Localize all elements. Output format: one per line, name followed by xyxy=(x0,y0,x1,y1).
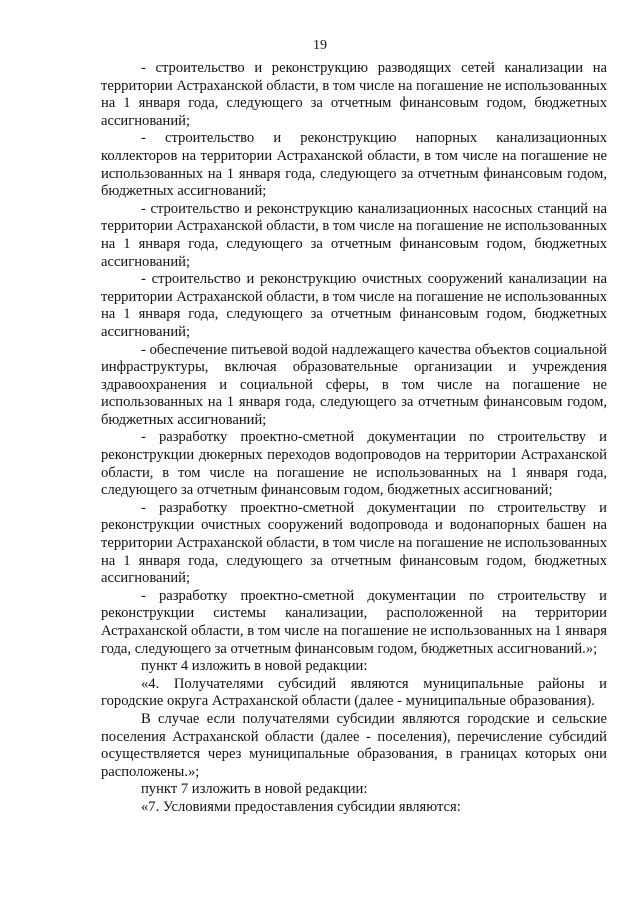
paragraph-clause-4-recipients: «4. Получателями субсидий являются муниципальные районы и городские округа Астраханской области (далее - муниципальные образования). xyxy=(101,675,607,710)
paragraph-clause-4-intro: пункт 4 изложить в новой редакции: xyxy=(141,658,368,675)
paragraph-clause-7-conditions: «7. Условиями предоставления субсидии являются: xyxy=(141,798,461,815)
paragraph-pumping-stations: - строительство и реконструкцию канализационных насосных станций на территории Астраханской области, в том числе на погашение не использованных на 1 января года, следующего за отчетным финансовым годом, бюджетных ассигнований; xyxy=(101,200,607,270)
paragraph-clause-4-settlements: В случае если получателями субсидии являются городские и сельские поселения Астраханской области (далее - поселения), перечисление субсидий осуществляется через муниципальные образования, в границах которых они расположены.»; xyxy=(101,710,607,780)
paragraph-clause-7-intro: пункт 7 изложить в новой редакции: xyxy=(141,781,368,798)
paragraph-sewer-networks: - строительство и реконструкцию разводящих сетей канализации на территории Астраханской области, в том числе на погашение не использованных на 1 января года, следующего за отчетным финансовым годом, бюджетных ассигнований; xyxy=(101,60,607,129)
paragraph-sewage-system-design: - разработку проектно-сметной документации по строительству и реконструкции системы канализации, расположенной на территории Астраханской области, в том числе на погашение не использованных на 1 января года, следующего за отчетным финансовым годом, бюджетных ассигнований.»; xyxy=(101,587,607,657)
page-number: 19 xyxy=(313,38,327,53)
paragraph-drinking-water: - обеспечение питьевой водой надлежащего качества объектов социальной инфраструктуры, включая образовательные организации и учреждения здравоохранения и социальной сферы, в том числе на погашение не использованных на 1 января года, следующего за отчетным финансовым годом, бюджетных ассигнований; xyxy=(101,341,607,428)
paragraph-treatment-facilities: - строительство и реконструкцию очистных сооружений канализации на территории Астраханской области, в том числе на погашение не использованных на 1 января года, следующего за отчетным финансовым годом, бюджетных ассигнований; xyxy=(101,271,607,340)
document-body xyxy=(101,60,607,817)
paragraph-waterworks-design: - разработку проектно-сметной документации по строительству и реконструкции очистных сооружений водопровода и водонапорных башен на территории Астраханской области, в том числе на погашение не использованных на 1 января года, следующего за отчетным финансовым годом, бюджетных ассигнований; xyxy=(101,499,607,587)
paragraph-pressure-collectors: - строительство и реконструкцию напорных канализационных коллекторов на территории Астраханской области, в том числе на погашение не использованных на 1 января года, следующего за отчетным финансовым годом, бюджетных ассигнований; xyxy=(101,130,607,200)
paragraph-culvert-design: - разработку проектно-сметной документации по строительству и реконструкции дюкерных переходов водопроводов на территории Астраханской области, в том числе на погашение не использованных на 1 января года, следующего за отчетным финансовым годом, бюджетных ассигнований; xyxy=(101,429,607,499)
